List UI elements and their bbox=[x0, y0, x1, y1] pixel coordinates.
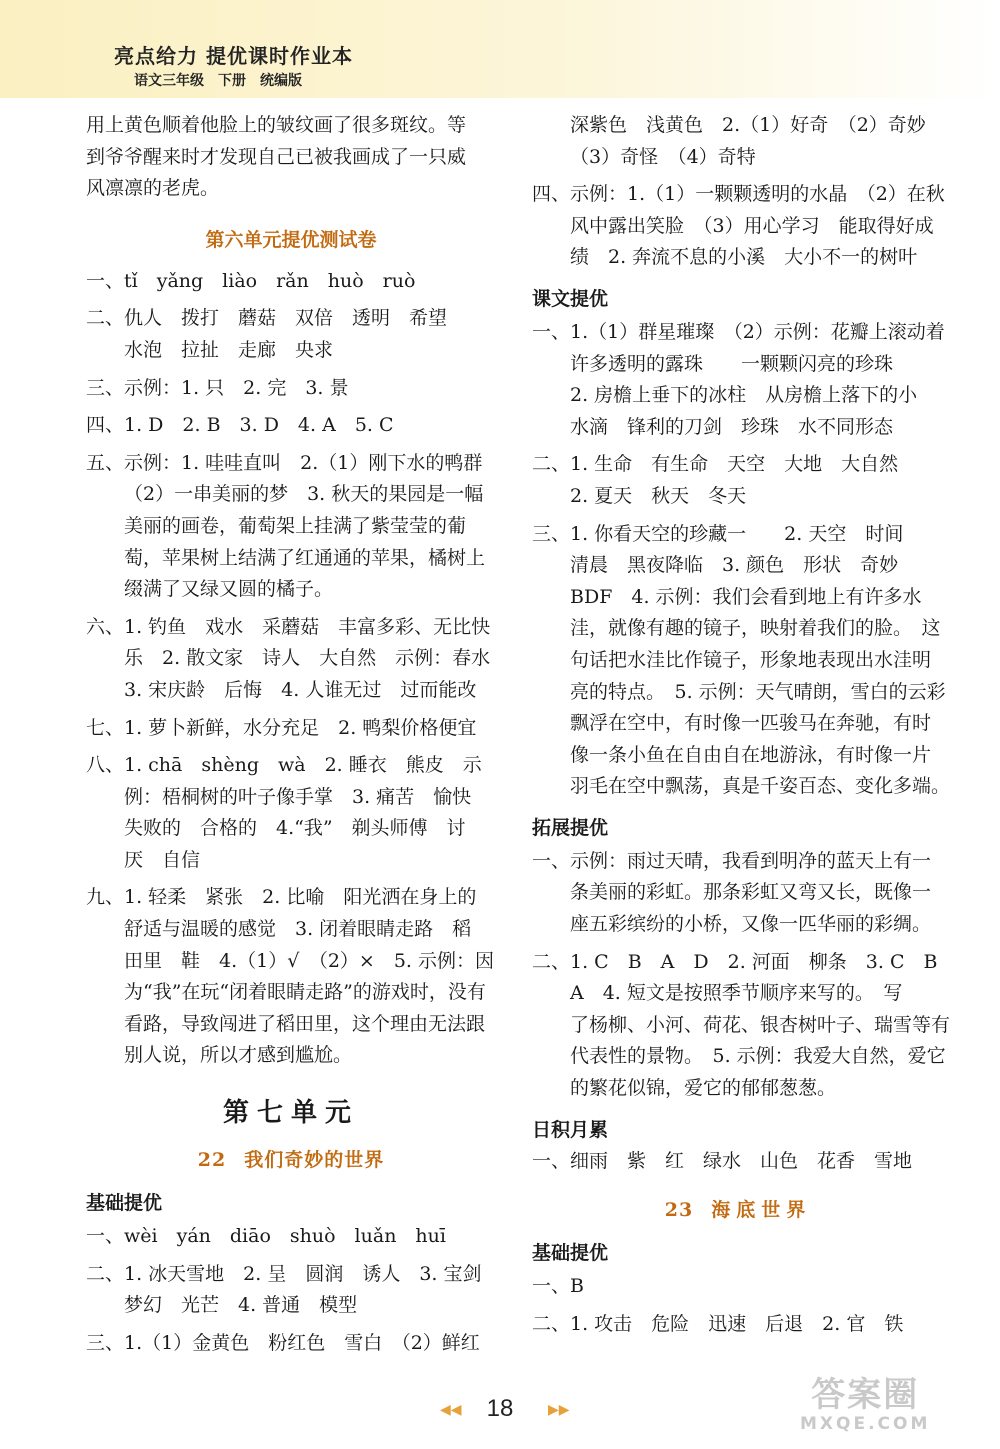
kewen-answers bbox=[532, 317, 951, 803]
text-line: 句话把水洼比作镜子，形象地表现出水洼明 bbox=[570, 648, 932, 671]
text-line: 三、示例：1. 只 2. 完 3. 景 bbox=[86, 376, 349, 399]
text-line: 二、1. 冰天雪地 2. 呈 圆润 诱人 3. 宝剑 bbox=[86, 1262, 482, 1285]
text-line: 缀满了又绿又圆的橘子。 bbox=[124, 578, 334, 601]
text-line: 亮的特点。 5. 示例：天气晴朗，雪白的云彩 bbox=[570, 680, 946, 703]
text-line: 别人说，所以才感到尴尬。 bbox=[124, 1044, 353, 1067]
page-number: 18 bbox=[486, 1395, 514, 1422]
text-line: 像一条小鱼在自由自在地游泳，有时像一片 bbox=[570, 743, 932, 766]
section-heading: 基础提优 bbox=[532, 1242, 609, 1265]
lesson23-title bbox=[532, 1195, 944, 1222]
section-heading: 课文提优 bbox=[532, 287, 609, 310]
right-arrow-icon: ▶▶ bbox=[548, 1402, 570, 1418]
left-column bbox=[86, 110, 496, 1359]
text-line: 五、示例：1. 哇哇直叫 2.（1）刚下水的鸭群 bbox=[86, 451, 483, 474]
text-line: 四、1. D 2. B 3. D 4. A 5. C bbox=[86, 414, 394, 437]
lesson23-answers bbox=[532, 1271, 944, 1340]
text-line: 二、1. 攻击 危险 迅速 后退 2. 官 铁 bbox=[532, 1312, 904, 1335]
lesson-name: 海底世界 bbox=[711, 1199, 812, 1222]
text-line: 四、示例：1.（1）一颗颗透明的水晶 （2）在秋 bbox=[532, 183, 945, 206]
text-line: 九、1. 轻柔 紧张 2. 比喻 阳光洒在身上的 bbox=[86, 886, 477, 909]
text-line: 为“我”在玩“闭着眼睛走路”的游戏时，没有 bbox=[124, 981, 486, 1004]
text-line: 田里 鞋 4.（1）√ （2）× 5. 示例：因 bbox=[124, 949, 494, 972]
answer-item bbox=[86, 373, 496, 405]
text-line: 七、1. 萝卜新鲜，水分充足 2. 鸭梨价格便宜 bbox=[86, 716, 477, 739]
text-line: 六、1. 钓鱼 戏水 采蘑菇 丰富多彩、无比快 bbox=[86, 615, 491, 638]
answer-item bbox=[86, 303, 496, 366]
text-line: 用上黄色顺着他脸上的皱纹画了很多斑纹。等 bbox=[86, 114, 467, 136]
text-line: 舒适与温暖的感觉 3. 闭着眼睛走路 稻 bbox=[124, 918, 472, 941]
tuozhan-answers bbox=[532, 846, 951, 1105]
right-column bbox=[532, 110, 951, 1340]
answer-item bbox=[532, 449, 944, 512]
lesson22-title bbox=[86, 1145, 496, 1172]
answer-item bbox=[86, 1259, 496, 1322]
lesson-number: 23 bbox=[664, 1199, 694, 1222]
text-line: 许多透明的露珠 一颗颗闪亮的珍珠 bbox=[570, 352, 894, 375]
answer-item bbox=[532, 1309, 944, 1341]
text-line: 风中露出笑脸 （3）用心学习 能取得好成 bbox=[570, 214, 934, 237]
watermark-text: 答案圈 bbox=[811, 1375, 920, 1415]
text-line: 例：梧桐树的叶子像手掌 3. 痛苦 愉快 bbox=[124, 785, 472, 808]
text-line: 看路，导致闯进了稻田里，这个理由无法跟 bbox=[124, 1012, 486, 1035]
lesson-number: 22 bbox=[197, 1149, 227, 1172]
watermark-url: MXQE.COM bbox=[800, 1414, 931, 1434]
book-title: 亮点给力 提优课时作业本 bbox=[114, 44, 353, 68]
unit7-title: 第七单元 bbox=[222, 1098, 359, 1129]
text-line: 条美丽的彩虹。那条彩虹又弯又长，既像一 bbox=[570, 881, 932, 904]
text-line: 美丽的画卷，葡萄架上挂满了紫莹莹的葡 bbox=[124, 514, 467, 537]
text-line: 羽毛在空中飘荡，真是千姿百态、变化多端。 bbox=[570, 775, 951, 798]
answer-item bbox=[532, 947, 951, 1105]
text-line: 一、细雨 紫 红 绿水 山色 花香 雪地 bbox=[532, 1149, 913, 1172]
answer-item bbox=[86, 448, 496, 606]
watermark-logo bbox=[800, 1375, 931, 1434]
unit6-answers bbox=[86, 266, 496, 1072]
text-line: 深紫色 浅黄色 2.（1）好奇 （2）奇妙 bbox=[570, 114, 926, 136]
text-line: 3. 宋庆龄 后悔 4. 人谁无过 过而能改 bbox=[124, 678, 477, 701]
text-line: 一、wèi yán diāo shuò luǎn huī bbox=[86, 1225, 446, 1248]
text-line: 了杨柳、小河、荷花、银杏树叶子、瑞雪等有 bbox=[570, 1013, 951, 1036]
answer-item bbox=[532, 519, 951, 803]
answer-item bbox=[532, 1271, 944, 1303]
answer-item bbox=[86, 266, 496, 298]
text-line: 绩 2. 奔流不息的小溪 大小不一的树叶 bbox=[570, 246, 918, 269]
section-heading: 基础提优 bbox=[86, 1192, 163, 1215]
section-heading: 拓展提优 bbox=[532, 816, 609, 839]
text-line: 一、1.（1）群星璀璨 （2）示例：花瓣上滚动着 bbox=[532, 320, 945, 343]
text-line: 2. 夏天 秋天 冬天 bbox=[570, 484, 747, 507]
header-banner bbox=[0, 0, 1000, 98]
text-line: 八、1. chā shèng wà 2. 睡衣 熊皮 示 bbox=[86, 754, 482, 777]
text-line: 乐 2. 散文家 诗人 大自然 示例：春水 bbox=[124, 647, 491, 670]
text-line: 二、1. 生命 有生命 天空 大地 大自然 bbox=[532, 453, 899, 476]
text-line: 2. 房檐上垂下的冰柱 从房檐上落下的小 bbox=[570, 384, 918, 407]
text-line: 洼，就像有趣的镜子，映射着我们的脸。 这 bbox=[570, 617, 941, 640]
text-line: 失败的 合格的 4.“我” 剃头师傅 讨 bbox=[124, 817, 466, 840]
text-line: BDF 4. 示例：我们会看到地上有许多水 bbox=[570, 585, 922, 608]
answer-item bbox=[86, 750, 496, 876]
answer-item bbox=[86, 713, 496, 745]
text-line: 一、示例：雨过天晴，我看到明净的蓝天上有一 bbox=[532, 849, 932, 872]
text-line: （2）一串美丽的梦 3. 秋天的果园是一幅 bbox=[124, 483, 484, 506]
text-line: 梦幻 光芒 4. 普通 模型 bbox=[124, 1294, 358, 1317]
text-line: 萄，苹果树上结满了红通通的苹果，橘树上 bbox=[124, 546, 486, 569]
answer-item bbox=[86, 882, 496, 1072]
answer-item bbox=[86, 1221, 496, 1253]
book-subtitle: 语文三年级 下册 统编版 bbox=[134, 73, 302, 89]
text-line: 风凛凛的老虎。 bbox=[86, 177, 220, 200]
unit6-test-title: 第六单元提优测试卷 bbox=[205, 228, 377, 251]
text-line: 三、1. 你看天空的珍藏一 2. 天空 时间 bbox=[532, 522, 904, 545]
text-line: 座五彩缤纷的小桥，又像一匹华丽的彩绸。 bbox=[570, 913, 932, 936]
lesson22-answers bbox=[86, 1221, 496, 1359]
text-line: 代表性的景物。 5. 示例：我爱大自然，爱它 bbox=[570, 1045, 946, 1068]
text-line: （3）奇怪 （4）奇特 bbox=[570, 145, 756, 168]
text-line: 一、B bbox=[532, 1275, 584, 1298]
lesson-name: 我们奇妙的世界 bbox=[244, 1149, 385, 1172]
left-arrow-icon: ◀◀ bbox=[440, 1402, 462, 1418]
text-line: 二、1. C B A D 2. 河面 柳条 3. C B bbox=[532, 950, 938, 973]
text-line: 二、仇人 拨打 蘑菇 双倍 透明 希望 bbox=[86, 307, 448, 330]
answer-item bbox=[532, 317, 944, 443]
text-line: 厌 自信 bbox=[124, 848, 201, 871]
text-line: A 4. 短文是按照季节顺序来写的。 写 bbox=[570, 982, 903, 1005]
answer-item bbox=[532, 179, 944, 274]
text-line: 的繁花似锦，爱它的郁郁葱葱。 bbox=[570, 1077, 837, 1100]
text-line: 水滴 锋利的刀剑 珍珠 水不同形态 bbox=[570, 415, 894, 438]
text-line: 到爷爷醒来时才发现自己已被我画成了一只威 bbox=[86, 145, 467, 168]
section-heading: 日积月累 bbox=[532, 1118, 609, 1141]
answer-item bbox=[86, 1328, 496, 1360]
text-line: 清晨 黑夜降临 3. 颜色 形状 奇妙 bbox=[570, 554, 899, 577]
text-line: 水泡 拉扯 走廊 央求 bbox=[124, 338, 334, 361]
text-line: 一、tǐ yǎng liào rǎn huò ruò bbox=[86, 269, 416, 292]
text-line: 三、1.（1）金黄色 粉红色 雪白 （2）鲜红 bbox=[86, 1331, 480, 1354]
answer-item bbox=[532, 846, 944, 941]
answer-item bbox=[86, 612, 496, 707]
answer-item bbox=[86, 410, 496, 442]
text-line: 飘浮在空中，有时像一匹骏马在奔驰，有时 bbox=[570, 712, 932, 735]
continued-answer bbox=[532, 110, 944, 173]
intro-paragraph bbox=[86, 110, 496, 205]
